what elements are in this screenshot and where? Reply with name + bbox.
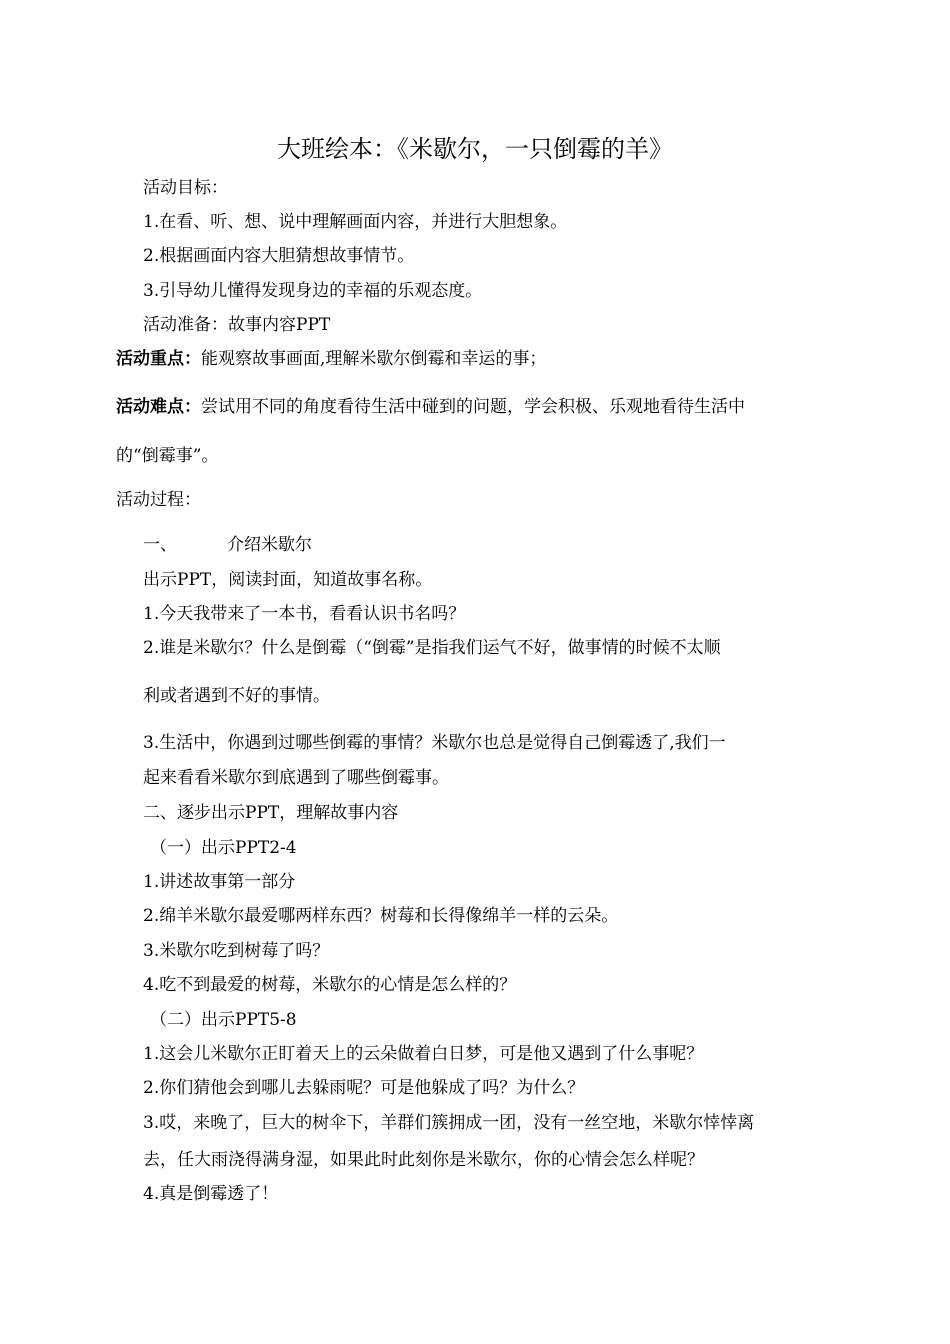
part1-line: 2.绵羊米歇尔最爱哪两样东西？树莓和长得像绵羊一样的云朵。	[143, 906, 619, 926]
goal-item: 1.在看、听、想、说中理解画面内容，并进行大胆想象。	[143, 212, 568, 232]
section1-line: 2.谁是米歇尔？什么是倒霉（“倒霉”是指我们运气不好，做事情的时候不太顺	[143, 638, 721, 658]
difficulty	[116, 396, 745, 418]
section1-number: 一、	[143, 535, 177, 555]
part1-line: 4.吃不到最爱的树莓，米歇尔的心情是怎么样的？	[143, 975, 517, 995]
difficulty-label: 活动难点：	[116, 397, 201, 417]
key-point-text: 能观察故事画面,理解米歇尔倒霉和幸运的事；	[201, 349, 547, 369]
part2-line: 2.你们猜他会到哪儿去躲雨呢？可是他躲成了吗？为什么？	[143, 1078, 585, 1098]
key-point-label: 活动重点：	[116, 349, 201, 369]
process-heading: 活动过程：	[116, 490, 201, 510]
part2-line: 1.这会儿米歇尔正盯着天上的云朵做着白日梦，可是他又遇到了什么事呢？	[143, 1044, 704, 1064]
goal-item: 2.根据画面内容大胆猜想故事情节。	[143, 246, 415, 266]
key-point	[116, 348, 546, 370]
part2-line: 3.哎，来晚了，巨大的树伞下，羊群们簇拥成一团，没有一丝空地，米歇尔悻悻离	[143, 1113, 755, 1133]
difficulty-text: 尝试用不同的角度看待生活中碰到的问题，学会积极、乐观地看待生活中	[201, 397, 745, 417]
section2-heading: 二、逐步出示PPT，理解故事内容	[143, 803, 399, 823]
difficulty-continued: 的“倒霉事”。	[116, 446, 219, 466]
part2-heading: （二）出示PPT5-8	[150, 1010, 297, 1030]
part2-line: 去，任大雨浇得满身湿，如果此时此刻你是米歇尔，你的心情会怎么样呢？	[143, 1150, 704, 1170]
part1-line: 1.讲述故事第一部分	[143, 872, 296, 892]
part2-line: 4.真是倒霉透了！	[143, 1184, 279, 1204]
section1-line: 出示PPT，阅读封面，知道故事名称。	[143, 570, 433, 590]
goals-heading: 活动目标：	[143, 178, 228, 198]
section1-line: 利或者遇到不好的事情。	[143, 686, 330, 706]
part1-heading: （一）出示PPT2-4	[150, 838, 297, 858]
section1-heading	[143, 534, 312, 556]
goal-item: 3.引导幼儿懂得发现身边的幸福的乐观态度。	[143, 281, 483, 301]
part1-line: 3.米歇尔吃到树莓了吗？	[143, 941, 330, 961]
section1-line: 1.今天我带来了一本书，看看认识书名吗？	[143, 604, 466, 624]
section1-title: 介绍米歇尔	[227, 535, 312, 555]
section1-line: 3.生活中，你遇到过哪些倒霉的事情？米歇尔也总是觉得自己倒霉透了,我们一	[143, 733, 726, 753]
document-title: 大班绘本：《米歇尔，一只倒霉的羊》	[277, 135, 673, 163]
section1-line: 起来看看米歇尔到底遇到了哪些倒霉事。	[143, 768, 449, 788]
preparation: 活动准备：故事内容PPT	[143, 315, 331, 335]
